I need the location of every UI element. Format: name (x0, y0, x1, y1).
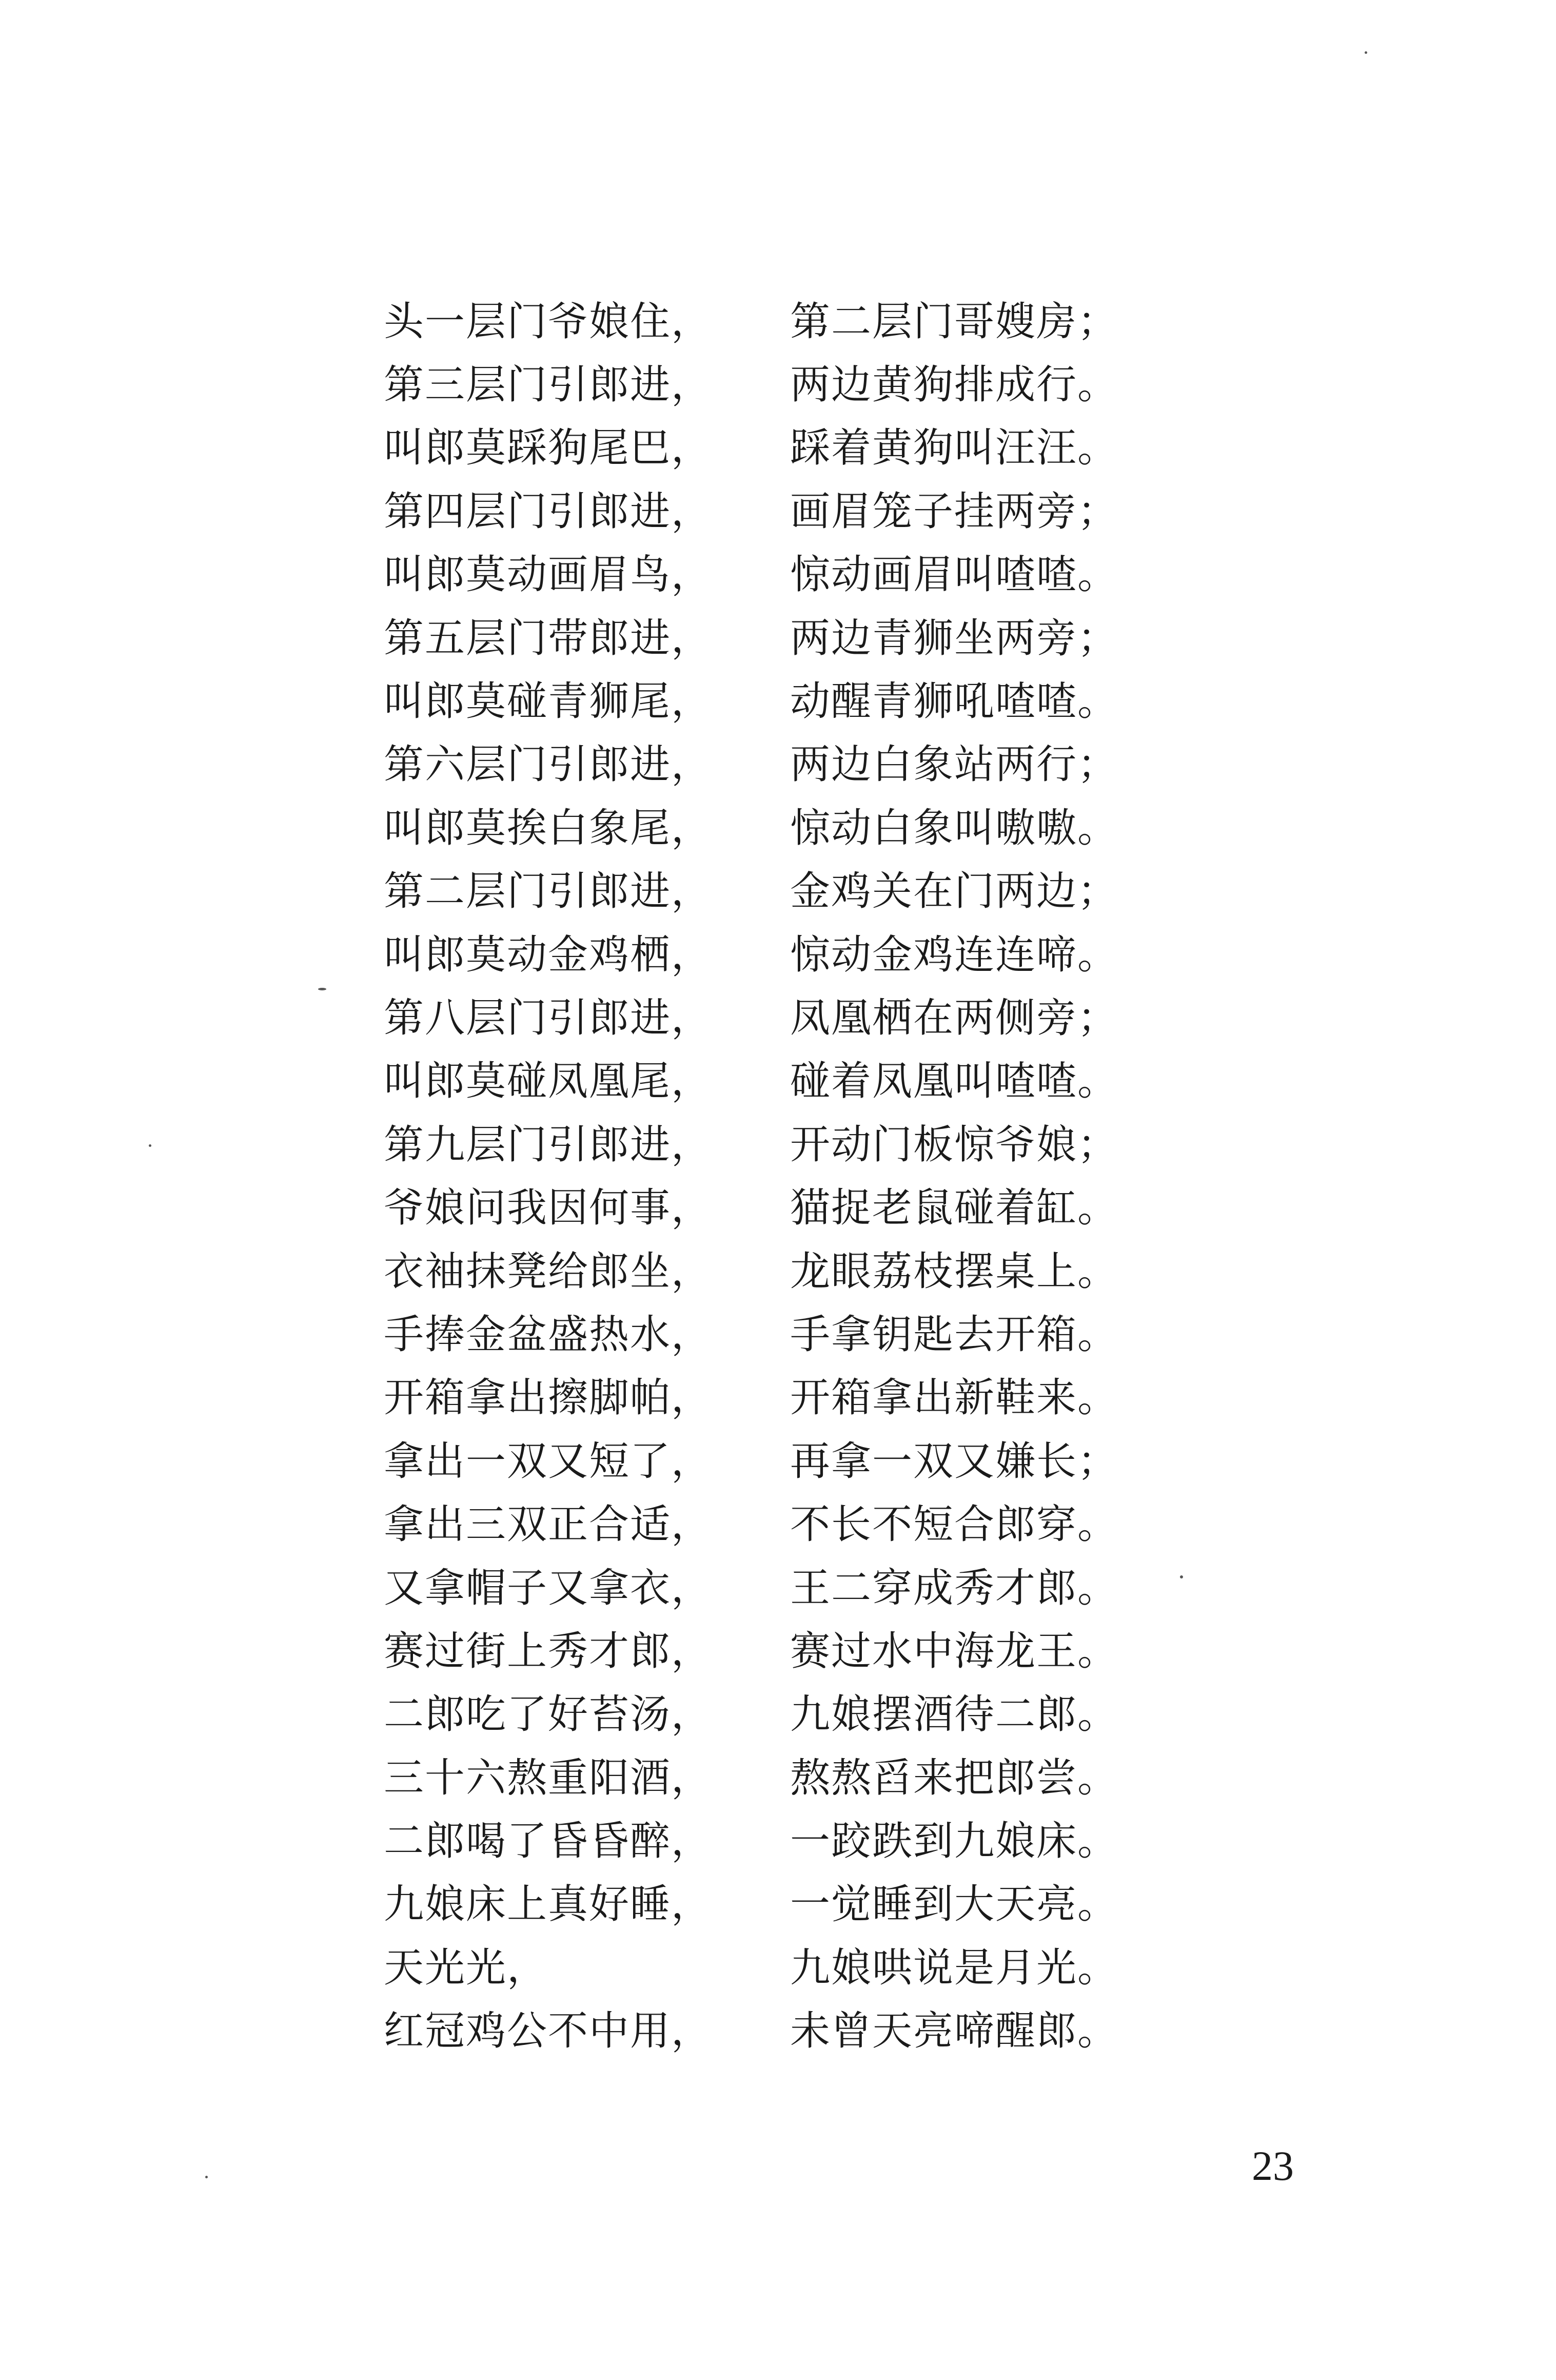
poem-line-first-half: 二郎吃了好苔汤， (384, 1691, 713, 1738)
poem-line (384, 670, 1143, 733)
poem-line (384, 1556, 1143, 1620)
scan-speck (1365, 51, 1367, 54)
poem-line-second-half: 开动门板惊爷娘； (790, 1121, 1119, 1168)
poem-line-second-half: 九娘哄说是月光。 (790, 1944, 1119, 1991)
poem-line (384, 1176, 1143, 1239)
poem-line (384, 923, 1143, 986)
poem-line (384, 1050, 1143, 1113)
poem-line-first-half: 拿出一双又短了， (384, 1438, 713, 1485)
poem-line (384, 607, 1143, 670)
poem-line-first-half: 第八层门引郎进， (384, 994, 713, 1041)
poem-line-first-half: 叫郎莫碰青狮尾， (384, 678, 713, 725)
poem-line-first-half: 头一层门爷娘住， (384, 298, 713, 345)
scan-speck (318, 988, 326, 990)
poem-line-first-half: 又拿帽子又拿衣， (384, 1565, 713, 1611)
poem-line-first-half: 第二层门引郎进， (384, 868, 713, 915)
poem-line-second-half: 碰着凤凰叫喳喳。 (790, 1058, 1119, 1105)
poem-line-second-half: 金鸡关在门两边； (790, 868, 1119, 915)
poem-line (384, 1430, 1143, 1493)
poem-line (384, 796, 1143, 860)
poem-line (384, 1873, 1143, 1936)
poem-line-second-half: 动醒青狮吼喳喳。 (790, 678, 1119, 725)
poem-line-second-half: 踩着黄狗叫汪汪。 (790, 425, 1119, 472)
scan-speck (149, 1144, 151, 1147)
poem-line-second-half: 凤凰栖在两侧旁； (790, 994, 1119, 1041)
poem-line (384, 860, 1143, 923)
poem-line-first-half: 叫郎莫挨白象尾， (384, 805, 713, 851)
poem-line-first-half: 衣袖抹凳给郎坐， (384, 1248, 713, 1295)
poem-line-second-half: 两边黄狗排成行。 (790, 362, 1119, 408)
poem-line-second-half: 两边青狮坐两旁； (790, 615, 1119, 661)
poem-line-first-half: 爷娘问我因何事， (384, 1185, 713, 1232)
poem-line-first-half: 三十六熬重阳酒， (384, 1754, 713, 1801)
poem-line-second-half: 不长不短合郎穿。 (790, 1501, 1119, 1548)
poem-line-first-half: 叫郎莫动金鸡栖， (384, 931, 713, 978)
poem-line-first-half: 手捧金盆盛热水， (384, 1311, 713, 1358)
poem-line-first-half: 第六层门引郎进， (384, 742, 713, 788)
poem-line (384, 2000, 1143, 2063)
poem-line-first-half: 第五层门带郎进， (384, 615, 713, 661)
poem-line-second-half: 两边白象站两行； (790, 742, 1119, 788)
poem-line-second-half: 一跤跌到九娘床。 (790, 1818, 1119, 1865)
poem-line (384, 1113, 1143, 1176)
poem-line (384, 1303, 1143, 1366)
poem-line (384, 1493, 1143, 1556)
poem-line-second-half: 猫捉老鼠碰着缸。 (790, 1185, 1119, 1232)
poem-line-second-half: 开箱拿出新鞋来。 (790, 1375, 1119, 1421)
poem-line-second-half: 熬熬舀来把郎尝。 (790, 1754, 1119, 1801)
poem-line-first-half: 第三层门引郎进， (384, 362, 713, 408)
poem-line-first-half: 第四层门引郎进， (384, 488, 713, 535)
poem-line (384, 290, 1143, 353)
poem-line-first-half: 拿出三双正合适， (384, 1501, 713, 1548)
poem-line-second-half: 手拿钥匙去开箱。 (790, 1311, 1119, 1358)
poem-line-second-half: 龙眼荔枝摆桌上。 (790, 1248, 1119, 1295)
poem-line-first-half: 叫郎莫碰凤凰尾， (384, 1058, 713, 1105)
poem-line-second-half: 惊动金鸡连连啼。 (790, 931, 1119, 978)
poem-line-first-half: 二郎喝了昏昏醉， (384, 1818, 713, 1865)
poem-line-second-half: 惊动白象叫嗷嗷。 (790, 805, 1119, 851)
poem-line (384, 1240, 1143, 1303)
poem-line-second-half: 一觉睡到大天亮。 (790, 1881, 1119, 1928)
poem-line-second-half: 第二层门哥嫂房； (790, 298, 1119, 345)
poem-line-first-half: 第九层门引郎进， (384, 1121, 713, 1168)
poem-line (384, 1683, 1143, 1746)
poem-line (384, 733, 1143, 796)
poem-line (384, 1367, 1143, 1430)
scan-speck (205, 2176, 208, 2178)
poem-line-second-half: 九娘摆酒待二郎。 (790, 1691, 1119, 1738)
poem-line (384, 1809, 1143, 1872)
poem-line-first-half: 天光光， (384, 1944, 548, 1991)
poem-line (384, 417, 1143, 480)
poem-line-second-half: 王二穿成秀才郎。 (790, 1565, 1119, 1611)
poem-line-first-half: 红冠鸡公不中用， (384, 2008, 713, 2055)
poem-line (384, 1620, 1143, 1683)
poem-line-first-half: 开箱拿出擦脚帕， (384, 1375, 713, 1421)
poem-line (384, 543, 1143, 607)
page-number: 23 (1252, 2142, 1294, 2189)
poem-line (384, 1746, 1143, 1809)
poem-line (384, 1936, 1143, 1999)
poem-line-second-half: 惊动画眉叫喳喳。 (790, 552, 1119, 598)
poem-line-second-half: 再拿一双又嫌长； (790, 1438, 1119, 1485)
poem-line-second-half: 赛过水中海龙王。 (790, 1628, 1119, 1674)
poem-line (384, 480, 1143, 543)
poem-line-first-half: 九娘床上真好睡， (384, 1881, 713, 1928)
poem-line-first-half: 赛过街上秀才郎， (384, 1628, 713, 1674)
poem-line (384, 353, 1143, 416)
poem-line-second-half: 画眉笼子挂两旁； (790, 488, 1119, 535)
scan-speck (1180, 1575, 1183, 1578)
poem-line-first-half: 叫郎莫动画眉鸟， (384, 552, 713, 598)
poem-body (384, 290, 1143, 2063)
poem-line-second-half: 未曾天亮啼醒郎。 (790, 2008, 1119, 2055)
poem-line-first-half: 叫郎莫踩狗尾巴， (384, 425, 713, 472)
poem-line (384, 986, 1143, 1049)
